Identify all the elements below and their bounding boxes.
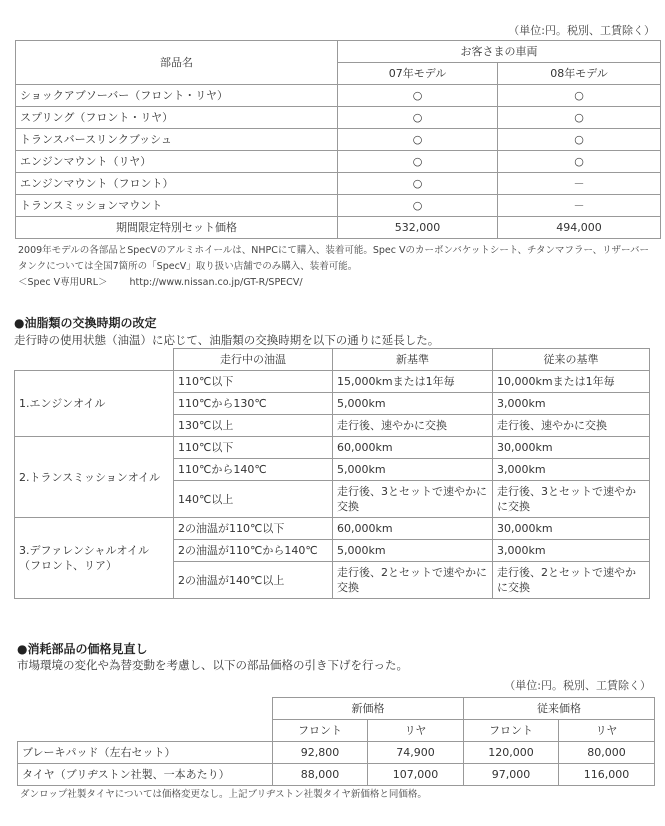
new-interval: 走行後、3とセットで速やかに交換 [333, 481, 493, 518]
oil-name: 3.デファレンシャルオイル（フロント、リア） [15, 518, 174, 599]
parts-set-table [15, 40, 661, 239]
old-interval: 10,000kmまたは1年毎 [493, 371, 650, 393]
table-row [18, 742, 655, 764]
oil-temp: 2の油温が110℃以下 [174, 518, 333, 540]
oil-temp: 2の油温が110℃から140℃ [174, 540, 333, 562]
old-interval: 走行後、2とセットで速やかに交換 [493, 562, 650, 599]
mark-08: － [498, 173, 661, 195]
mark-08: ○ [498, 107, 661, 129]
price-note: ダンロップ社製タイヤについては価格変更なし。上記ブリヂストン社製タイヤ新価格と同価格。 [20, 789, 427, 800]
header-vehicle: お客さまの車両 [338, 41, 661, 63]
new-interval: 60,000km [333, 437, 493, 459]
oil-temp: 130℃以上 [174, 415, 333, 437]
header-old-front: フロント [464, 720, 559, 742]
mark-08: ○ [498, 129, 661, 151]
price-heading: ●消耗部品の価格見直し [17, 642, 148, 656]
mark-07: ○ [338, 107, 498, 129]
new-interval: 15,000kmまたは1年毎 [333, 371, 493, 393]
table-row [16, 195, 661, 217]
mark-08: ○ [498, 85, 661, 107]
part-name: タイヤ（ブリヂストン社製、一本あたり） [18, 764, 273, 786]
part-name: ショックアブソーバー（フロント・リヤ） [16, 85, 338, 107]
price-subtitle: 市場環境の変化や為替変動を考慮し、以下の部品価格の引き下げを行った。 [17, 658, 408, 672]
oil-temp: 2の油温が140℃以上 [174, 562, 333, 599]
total-08: 494,000 [498, 217, 661, 239]
mark-07: ○ [338, 195, 498, 217]
price-unit: （単位:円。税別、工賃除く） [504, 679, 651, 692]
new-interval: 5,000km [333, 459, 493, 481]
table-row [15, 371, 650, 393]
new-front-price: 88,000 [273, 764, 368, 786]
header-new-front: フロント [273, 720, 368, 742]
table-row [16, 151, 661, 173]
header-old: 従来の基準 [493, 349, 650, 371]
table-row [18, 764, 655, 786]
old-interval: 30,000km [493, 518, 650, 540]
oil-temp: 110℃から130℃ [174, 393, 333, 415]
mark-07: ○ [338, 173, 498, 195]
mark-08: ○ [498, 151, 661, 173]
new-rear-price: 74,900 [368, 742, 464, 764]
old-interval: 3,000km [493, 459, 650, 481]
mark-08: － [498, 195, 661, 217]
table-row [16, 85, 661, 107]
header-new: 新基準 [333, 349, 493, 371]
oil-temp: 110℃以下 [174, 371, 333, 393]
part-name: エンジンマウント（フロント） [16, 173, 338, 195]
mark-07: ○ [338, 151, 498, 173]
part-name: トランスミッションマウント [16, 195, 338, 217]
new-interval: 5,000km [333, 393, 493, 415]
unit-note: （単位:円。税別、工賃除く） [508, 24, 655, 37]
header-part: 部品名 [16, 41, 338, 85]
table-row [15, 518, 650, 540]
table-row [16, 173, 661, 195]
price-table [17, 697, 655, 786]
total-07: 532,000 [338, 217, 498, 239]
old-interval: 3,000km [493, 393, 650, 415]
table-row [15, 437, 650, 459]
old-rear-price: 116,000 [559, 764, 655, 786]
oil-temp: 110℃以下 [174, 437, 333, 459]
oil-temp: 110℃から140℃ [174, 459, 333, 481]
oil-subtitle: 走行時の使用状態（油温）に応じて、油脂類の交換時期を以下の通りに延長した。 [14, 333, 440, 347]
new-interval: 60,000km [333, 518, 493, 540]
specv-url-row [18, 275, 303, 291]
oil-name: 2.トランスミッションオイル [15, 437, 174, 518]
specv-url-link[interactable]: http://www.nissan.co.jp/GT-R/SPECV/ [129, 277, 303, 288]
old-front-price: 120,000 [464, 742, 559, 764]
new-interval: 走行後、2とセットで速やかに交換 [333, 562, 493, 599]
oil-name: 1.エンジンオイル [15, 371, 174, 437]
total-label: 期間限定特別セット価格 [16, 217, 338, 239]
header-old-price: 従来価格 [464, 698, 655, 720]
header-08: 08年モデル [498, 63, 661, 85]
old-interval: 走行後、速やかに交換 [493, 415, 650, 437]
header-new-rear: リヤ [368, 720, 464, 742]
oil-table [14, 348, 650, 599]
mark-07: ○ [338, 85, 498, 107]
old-front-price: 97,000 [464, 764, 559, 786]
new-rear-price: 107,000 [368, 764, 464, 786]
table-row [16, 107, 661, 129]
new-interval: 走行後、速やかに交換 [333, 415, 493, 437]
oil-temp: 140℃以上 [174, 481, 333, 518]
old-interval: 走行後、3とセットで速やかに交換 [493, 481, 650, 518]
oil-heading: ●油脂類の交換時期の改定 [14, 316, 157, 330]
header-new-price: 新価格 [273, 698, 464, 720]
header-old-rear: リヤ [559, 720, 655, 742]
header-07: 07年モデル [338, 63, 498, 85]
old-interval: 3,000km [493, 540, 650, 562]
new-interval: 5,000km [333, 540, 493, 562]
new-front-price: 92,800 [273, 742, 368, 764]
old-rear-price: 80,000 [559, 742, 655, 764]
old-interval: 30,000km [493, 437, 650, 459]
part-name: トランスバースリンクブッシュ [16, 129, 338, 151]
part-name: エンジンマウント（リヤ） [16, 151, 338, 173]
header-temp: 走行中の油温 [174, 349, 333, 371]
table-row [16, 129, 661, 151]
part-name: スプリング（フロント・リヤ） [16, 107, 338, 129]
mark-07: ○ [338, 129, 498, 151]
url-label: ＜Spec V専用URL＞ [18, 277, 108, 288]
note-text: 2009年モデルの各部品とSpecVのアルミホイールは、NHPCにて購入、装着可能。Spec Vのカーボンバケットシート、チタンマフラー、リザーバータンクについては全国7箇所の「SpecV」取り扱い店舗でのみ購入、装着可能。 [18, 245, 650, 272]
part-name: ブレーキパッド（左右セット） [18, 742, 273, 764]
